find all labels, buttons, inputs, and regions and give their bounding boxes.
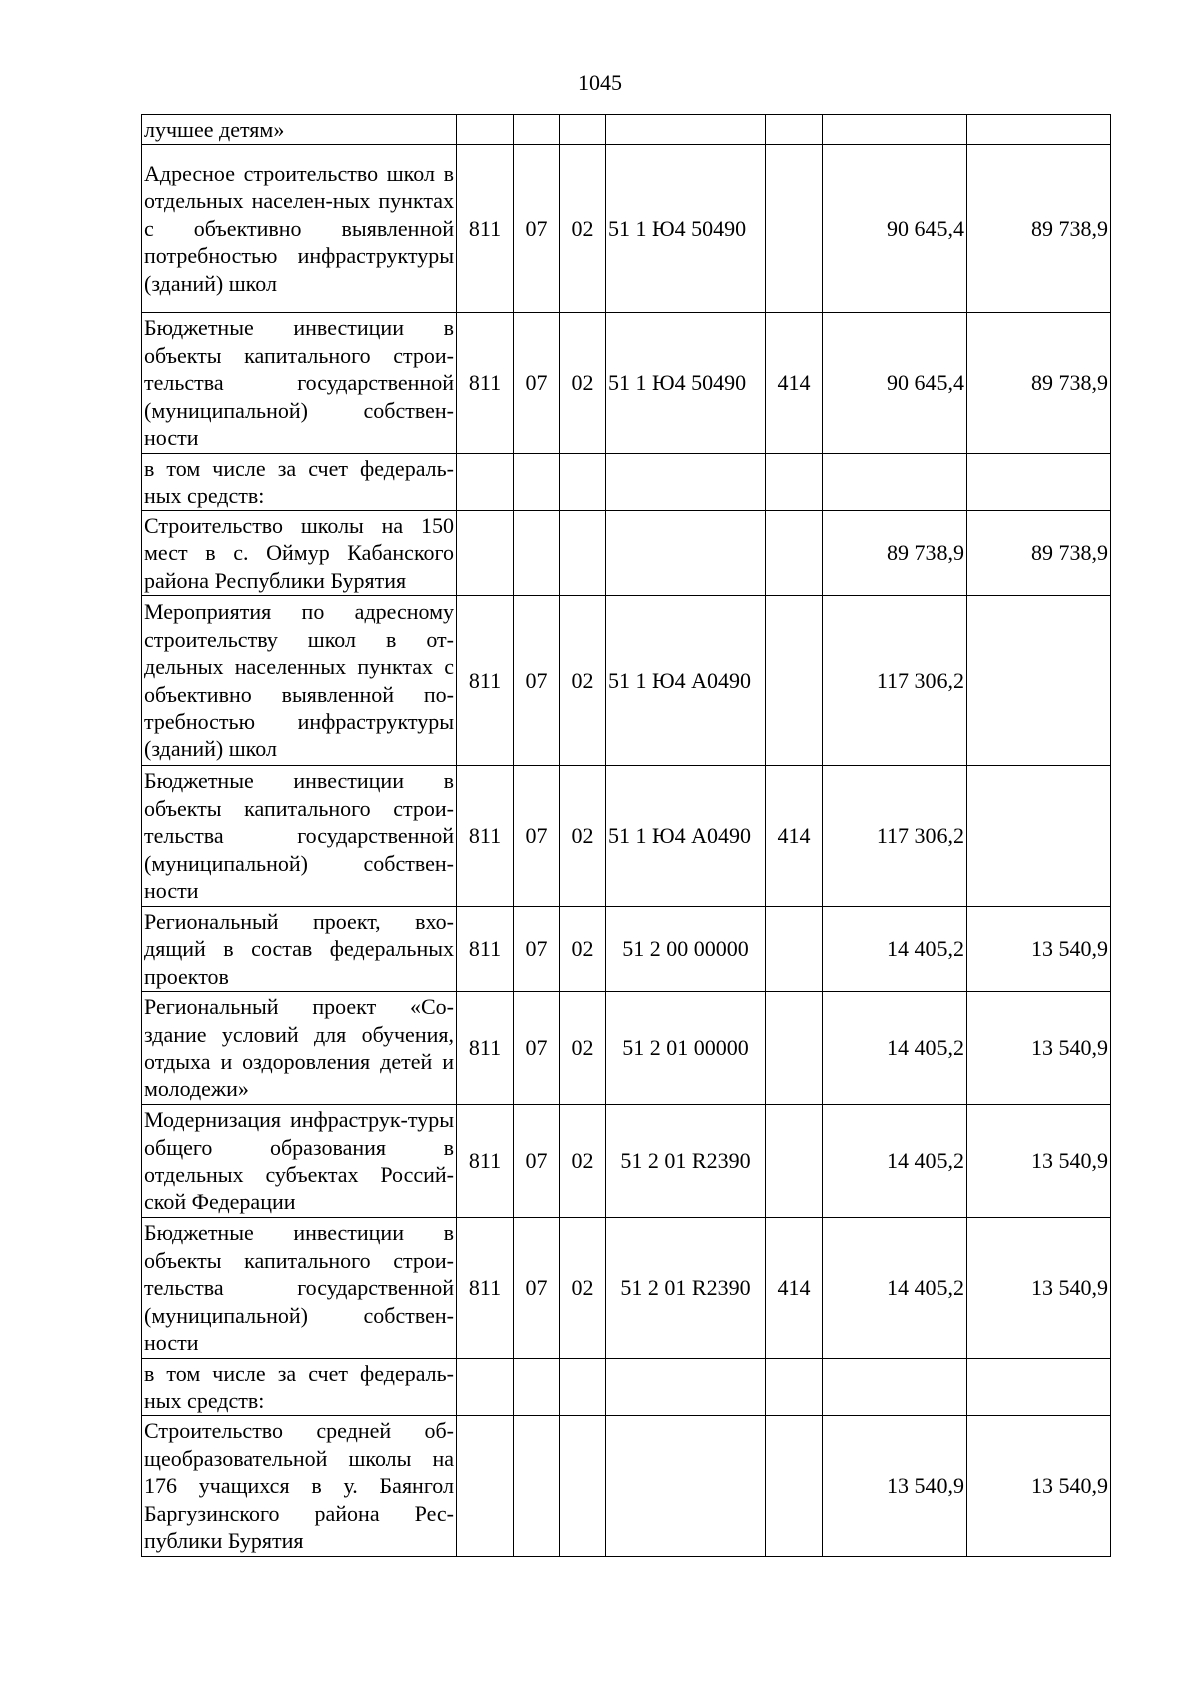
cell-target-item-code: 51 2 00 00000 xyxy=(606,907,766,992)
table-row xyxy=(142,1359,1111,1416)
cell-subsection-code xyxy=(560,115,606,145)
cell-expense-type-code: 414 xyxy=(766,1218,823,1359)
cell-section-code xyxy=(514,115,560,145)
cell-name: Бюджетные инвестиции в объекты капитального строи-тельства государственной (муниципальной) собствен-ности xyxy=(142,766,457,907)
cell-ved-code: 811 xyxy=(457,1105,514,1218)
cell-amount-1: 117 306,2 xyxy=(823,766,967,907)
cell-expense-type-code xyxy=(766,115,823,145)
cell-amount-2 xyxy=(967,1359,1111,1416)
cell-section-code xyxy=(514,1359,560,1416)
cell-ved-code: 811 xyxy=(457,766,514,907)
cell-name: лучшее детям» xyxy=(142,115,457,145)
cell-target-item-code: 51 1 Ю4 А0490 xyxy=(606,766,766,907)
cell-name: Бюджетные инвестиции в объекты капитального строи-тельства государственной (муниципальной) собствен-ности xyxy=(142,313,457,454)
cell-target-item-code xyxy=(606,511,766,596)
cell-subsection-code: 02 xyxy=(560,992,606,1105)
cell-section-code: 07 xyxy=(514,596,560,766)
cell-amount-2: 13 540,9 xyxy=(967,1416,1111,1557)
cell-section-code: 07 xyxy=(514,313,560,454)
cell-target-item-code xyxy=(606,454,766,511)
cell-target-item-code xyxy=(606,1416,766,1557)
cell-amount-1: 90 645,4 xyxy=(823,313,967,454)
cell-amount-2: 89 738,9 xyxy=(967,313,1111,454)
cell-amount-2 xyxy=(967,454,1111,511)
cell-ved-code: 811 xyxy=(457,1218,514,1359)
cell-name: Строительство средней об-щеобразовательной школы на 176 учащихся в у. Баянгол Баргузинского района Рес-публики Бурятия xyxy=(142,1416,457,1557)
table-row xyxy=(142,115,1111,145)
cell-amount-1: 14 405,2 xyxy=(823,907,967,992)
cell-amount-1 xyxy=(823,115,967,145)
cell-section-code: 07 xyxy=(514,907,560,992)
cell-name: в том числе за счет федераль-ных средств: xyxy=(142,454,457,511)
cell-subsection-code xyxy=(560,1359,606,1416)
cell-subsection-code: 02 xyxy=(560,145,606,313)
cell-amount-1: 14 405,2 xyxy=(823,1218,967,1359)
cell-amount-1: 14 405,2 xyxy=(823,1105,967,1218)
cell-amount-2: 13 540,9 xyxy=(967,907,1111,992)
cell-target-item-code: 51 1 Ю4 50490 xyxy=(606,145,766,313)
cell-name: Бюджетные инвестиции в объекты капитального строи-тельства государственной (муниципальной) собствен-ности xyxy=(142,1218,457,1359)
cell-expense-type-code xyxy=(766,1359,823,1416)
cell-amount-1 xyxy=(823,454,967,511)
cell-ved-code: 811 xyxy=(457,313,514,454)
cell-ved-code xyxy=(457,511,514,596)
cell-target-item-code xyxy=(606,115,766,145)
table-row xyxy=(142,1105,1111,1218)
cell-expense-type-code xyxy=(766,907,823,992)
table-row xyxy=(142,1218,1111,1359)
cell-expense-type-code xyxy=(766,511,823,596)
cell-name: Региональный проект, вхо-дящий в состав федеральных проектов xyxy=(142,907,457,992)
cell-amount-1: 117 306,2 xyxy=(823,596,967,766)
cell-amount-1 xyxy=(823,1359,967,1416)
cell-target-item-code xyxy=(606,1359,766,1416)
cell-amount-2: 13 540,9 xyxy=(967,1218,1111,1359)
table-row xyxy=(142,313,1111,454)
cell-target-item-code: 51 1 Ю4 А0490 xyxy=(606,596,766,766)
cell-name: Региональный проект «Со-здание условий для обучения, отдыха и оздоровления детей и молодежи» xyxy=(142,992,457,1105)
table-row xyxy=(142,511,1111,596)
table-row xyxy=(142,992,1111,1105)
cell-target-item-code: 51 2 01 R2390 xyxy=(606,1218,766,1359)
cell-amount-2: 13 540,9 xyxy=(967,1105,1111,1218)
cell-expense-type-code: 414 xyxy=(766,313,823,454)
cell-subsection-code: 02 xyxy=(560,1218,606,1359)
cell-subsection-code xyxy=(560,1416,606,1557)
cell-subsection-code: 02 xyxy=(560,596,606,766)
cell-expense-type-code xyxy=(766,1416,823,1557)
cell-amount-1: 13 540,9 xyxy=(823,1416,967,1557)
cell-amount-2 xyxy=(967,596,1111,766)
cell-amount-2 xyxy=(967,115,1111,145)
cell-section-code: 07 xyxy=(514,766,560,907)
cell-name: в том числе за счет федераль-ных средств: xyxy=(142,1359,457,1416)
table-row xyxy=(142,596,1111,766)
cell-ved-code xyxy=(457,454,514,511)
table-row xyxy=(142,1416,1111,1557)
cell-amount-1: 89 738,9 xyxy=(823,511,967,596)
table-body xyxy=(142,115,1111,1557)
cell-target-item-code: 51 1 Ю4 50490 xyxy=(606,313,766,454)
cell-expense-type-code xyxy=(766,454,823,511)
cell-ved-code: 811 xyxy=(457,145,514,313)
cell-section-code: 07 xyxy=(514,145,560,313)
cell-section-code: 07 xyxy=(514,1105,560,1218)
cell-subsection-code: 02 xyxy=(560,313,606,454)
cell-section-code: 07 xyxy=(514,992,560,1105)
cell-amount-1: 90 645,4 xyxy=(823,145,967,313)
cell-section-code: 07 xyxy=(514,1218,560,1359)
cell-subsection-code: 02 xyxy=(560,1105,606,1218)
cell-section-code xyxy=(514,454,560,511)
cell-section-code xyxy=(514,1416,560,1557)
cell-ved-code: 811 xyxy=(457,596,514,766)
cell-amount-2 xyxy=(967,766,1111,907)
table-row xyxy=(142,145,1111,313)
cell-expense-type-code xyxy=(766,992,823,1105)
table-row xyxy=(142,454,1111,511)
cell-name: Адресное строительство школ в отдельных населен-ных пунктах с объективно выявленной потребностью инфраструктуры (зданий) школ xyxy=(142,145,457,313)
cell-subsection-code: 02 xyxy=(560,907,606,992)
cell-amount-2: 89 738,9 xyxy=(967,145,1111,313)
cell-expense-type-code: 414 xyxy=(766,766,823,907)
cell-ved-code xyxy=(457,1416,514,1557)
cell-ved-code xyxy=(457,1359,514,1416)
cell-subsection-code xyxy=(560,511,606,596)
page-number: 1045 xyxy=(578,70,622,95)
table-row xyxy=(142,907,1111,992)
cell-ved-code: 811 xyxy=(457,907,514,992)
cell-amount-2: 13 540,9 xyxy=(967,992,1111,1105)
cell-name: Мероприятия по адресному строительству школ в от-дельных населенных пунктах с объективно выявленной по-требностью инфраструктуры (зданий) школ xyxy=(142,596,457,766)
cell-target-item-code: 51 2 01 R2390 xyxy=(606,1105,766,1218)
cell-ved-code: 811 xyxy=(457,992,514,1105)
cell-amount-1: 14 405,2 xyxy=(823,992,967,1105)
cell-ved-code xyxy=(457,115,514,145)
table-row xyxy=(142,766,1111,907)
cell-expense-type-code xyxy=(766,1105,823,1218)
cell-amount-2: 89 738,9 xyxy=(967,511,1111,596)
cell-target-item-code: 51 2 01 00000 xyxy=(606,992,766,1105)
cell-expense-type-code xyxy=(766,145,823,313)
cell-subsection-code xyxy=(560,454,606,511)
cell-expense-type-code xyxy=(766,596,823,766)
budget-table xyxy=(141,114,1111,1557)
cell-name: Строительство школы на 150 мест в с. Оймур Кабанского района Республики Бурятия xyxy=(142,511,457,596)
cell-section-code xyxy=(514,511,560,596)
cell-name: Модернизация инфраструк-туры общего образования в отдельных субъектах Россий-ской Федерации xyxy=(142,1105,457,1218)
cell-subsection-code: 02 xyxy=(560,766,606,907)
